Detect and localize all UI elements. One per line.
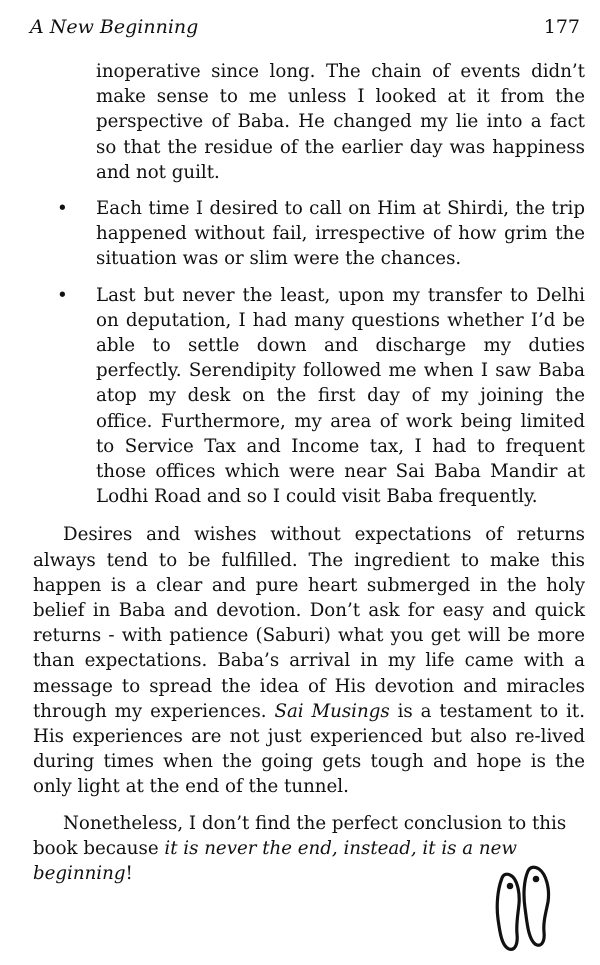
paragraph-text: is a testament to it. His experiences are not just experienced but also re-lived during times when the going gets tough and hope is the only light at the end of the tunnel. bbox=[33, 700, 586, 798]
bullet-item bbox=[57, 196, 585, 272]
running-title: A New Beginning bbox=[30, 16, 199, 38]
continued-bullet-text: inoperative since long. The chain of events didn’t make sense to me unless I looked at it from the perspective of Baba. He changed my lie into a fact so that the residue of the earlier day was happiness and not guilt. bbox=[96, 61, 585, 183]
page-number: 177 bbox=[543, 16, 580, 38]
paragraph bbox=[33, 522, 585, 799]
paragraph-text: ! bbox=[125, 863, 133, 885]
paragraph-text: Nonetheless, I don’t find the perfect conclusion to this book because bbox=[33, 812, 567, 859]
emphasized-text: it is never the end, instead, it is a new beginning bbox=[33, 837, 517, 885]
bullet-point: • bbox=[57, 284, 68, 306]
body-text bbox=[33, 59, 585, 886]
book-title: Sai Musings bbox=[274, 700, 390, 722]
bullet-item bbox=[57, 283, 585, 510]
bullet-text: Each time I desired to call on Him at Shirdi, the trip happened without fail, irrespective of how grim the situation was or slim were the chances. bbox=[96, 198, 585, 270]
bullet-text: Last but never the least, upon my transfer to Delhi on deputation, I had many questions whether I’d be able to settle down and discharge my duties perfectly. Serendipity followed me when I saw Baba atop my desk on the first day of my joining the office. Furthermore, my area of work being limited to Service Tax and Income tax, I had to frequent those offices which were near Sai Baba Mandir at Lodhi Road and so I could visit Baba frequently. bbox=[96, 284, 585, 508]
running-header bbox=[30, 16, 580, 46]
footprints-icon bbox=[493, 864, 555, 954]
paragraph-text: Desires and wishes without expectations of returns always tend to be fulfilled. The ingredient to make this happen is a clear and pure heart submerged in the holy belief in Baba and devotion. Don’t ask for easy and quick returns - with patience (Saburi) what you get will be more than expectations. Baba’s arrival in my life came with a message to spread the idea of His devotion and miracles through my experiences. bbox=[33, 524, 585, 722]
bullet-point: • bbox=[57, 198, 68, 220]
